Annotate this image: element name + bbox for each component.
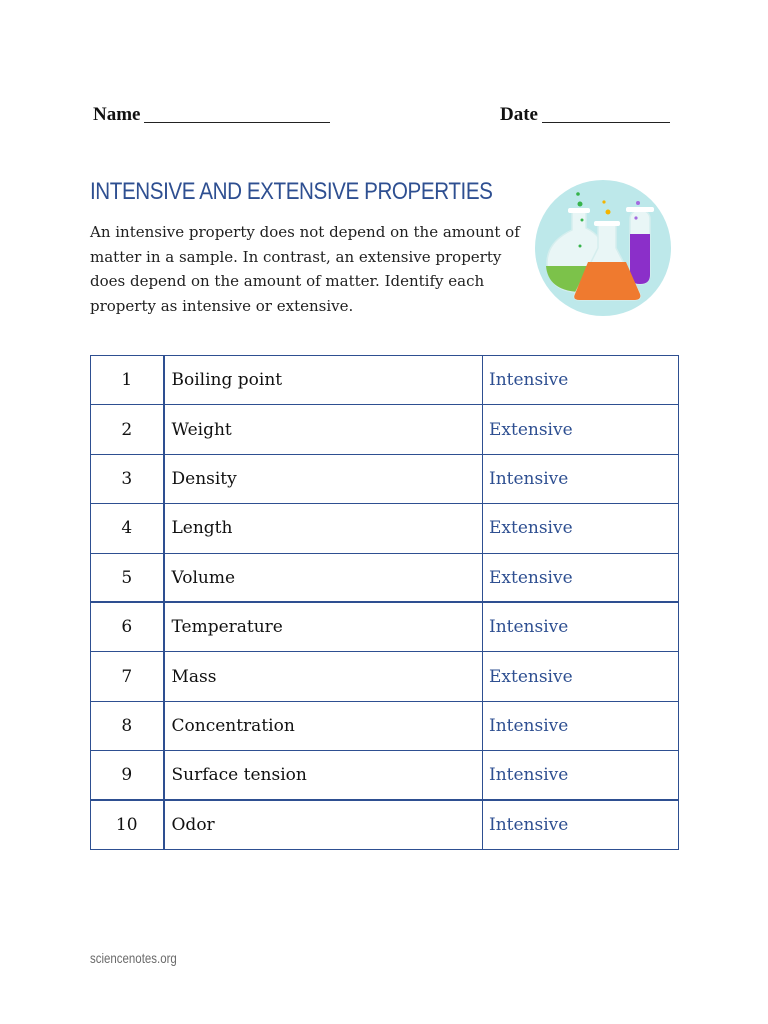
- answer-cell[interactable]: Extensive: [483, 652, 679, 701]
- property-name: Density: [164, 454, 483, 503]
- table-row: [91, 504, 679, 553]
- answer-cell[interactable]: Intensive: [483, 751, 679, 800]
- row-number: 5: [91, 553, 164, 602]
- table-row: [91, 356, 679, 405]
- name-label: Name: [93, 104, 141, 125]
- answer-cell[interactable]: Extensive: [483, 504, 679, 553]
- intro-paragraph: An intensive property does not depend on the amount of matter in a sample. In contrast, an extensive property does depend on the amount of matter. Identify each property as intensive or extensive.: [90, 223, 520, 315]
- table-row: [91, 553, 679, 602]
- row-number: 7: [91, 652, 164, 701]
- property-name: Surface tension: [164, 751, 483, 800]
- row-number: 9: [91, 751, 164, 800]
- property-name: Mass: [164, 652, 483, 701]
- properties-table: [90, 355, 679, 850]
- property-name: Concentration: [164, 701, 483, 750]
- name-field[interactable]: [93, 104, 330, 126]
- table-row: [91, 652, 679, 701]
- answer-cell[interactable]: Intensive: [483, 356, 679, 405]
- date-blank[interactable]: [542, 104, 670, 123]
- property-name: Weight: [164, 405, 483, 454]
- answer-cell[interactable]: Intensive: [483, 701, 679, 750]
- property-name: Temperature: [164, 602, 483, 651]
- answer-cell[interactable]: Extensive: [483, 405, 679, 454]
- property-name: Odor: [164, 800, 483, 849]
- row-number: 1: [91, 356, 164, 405]
- table-row: [91, 454, 679, 503]
- table-row: [91, 405, 679, 454]
- property-name: Boiling point: [164, 356, 483, 405]
- row-number: 6: [91, 602, 164, 651]
- row-number: 3: [91, 454, 164, 503]
- row-number: 8: [91, 701, 164, 750]
- property-name: Length: [164, 504, 483, 553]
- property-name: Volume: [164, 553, 483, 602]
- footer-source: sciencenotes.org: [90, 950, 177, 966]
- chemistry-flasks-icon: [534, 178, 672, 318]
- answer-cell[interactable]: Intensive: [483, 800, 679, 849]
- table-row: [91, 602, 679, 651]
- name-blank[interactable]: [144, 104, 330, 123]
- answer-cell[interactable]: Intensive: [483, 602, 679, 651]
- date-label: Date: [500, 104, 538, 125]
- row-number: 4: [91, 504, 164, 553]
- date-field[interactable]: [500, 104, 670, 126]
- answer-cell[interactable]: Intensive: [483, 454, 679, 503]
- row-number: 10: [91, 800, 164, 849]
- table-row: [91, 800, 679, 849]
- table-row: [91, 701, 679, 750]
- page-title: INTENSIVE AND EXTENSIVE PROPERTIES: [90, 178, 493, 205]
- answer-cell[interactable]: Extensive: [483, 553, 679, 602]
- row-number: 2: [91, 405, 164, 454]
- table-row: [91, 751, 679, 800]
